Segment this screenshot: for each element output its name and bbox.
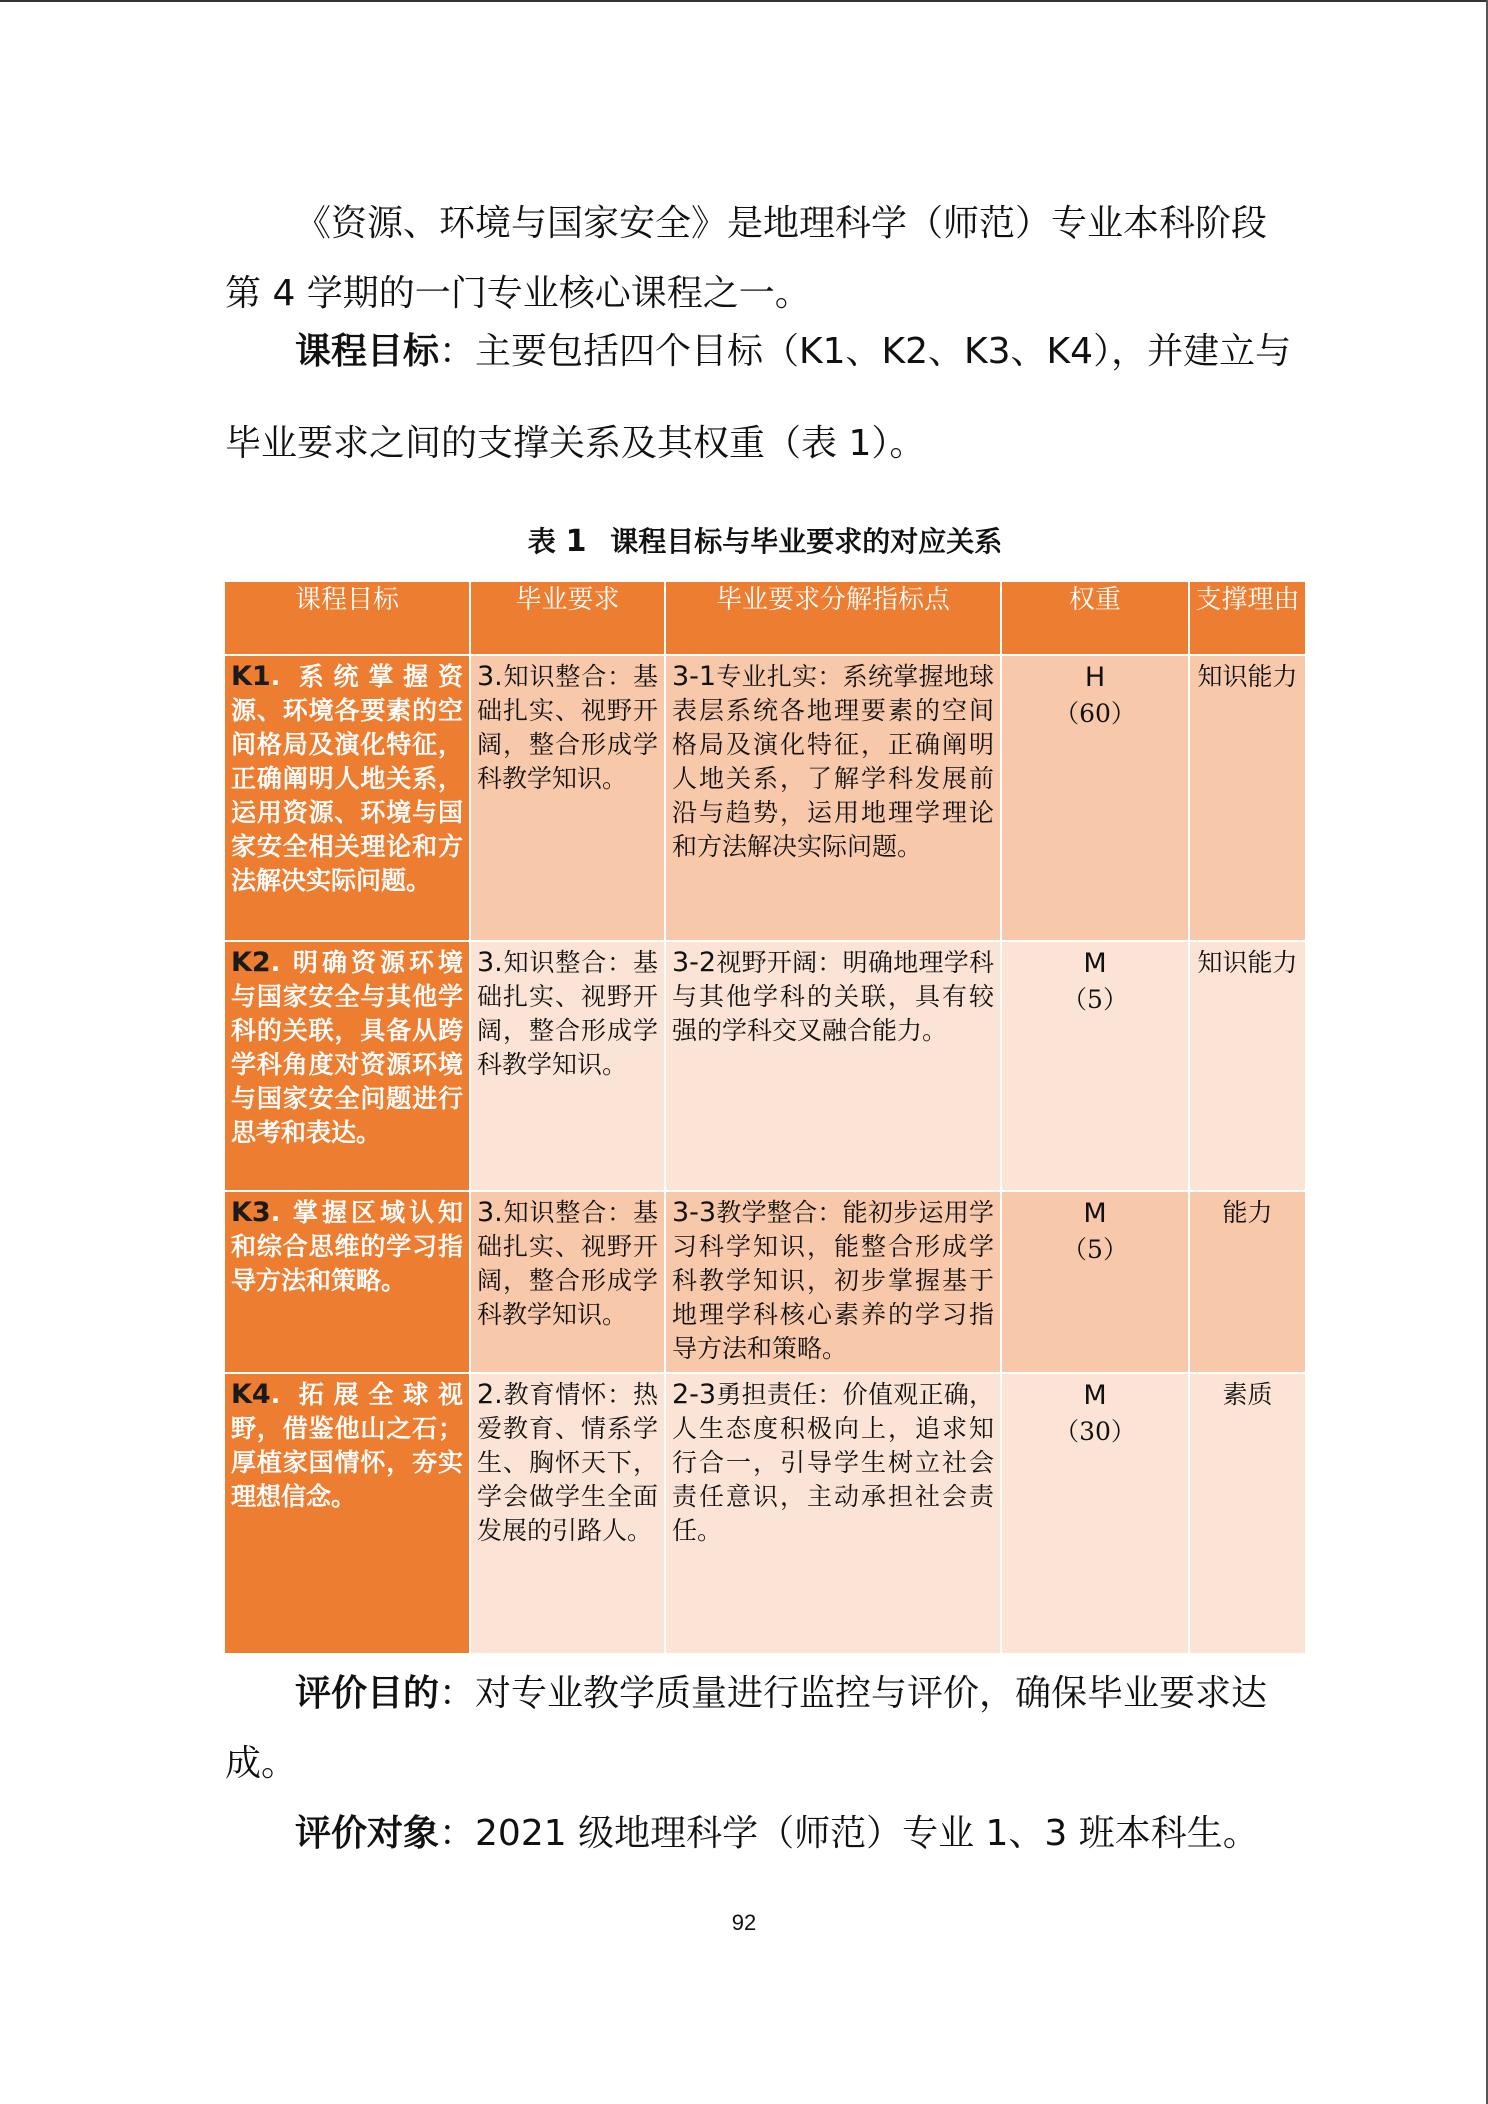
table-caption-number: 1 <box>565 524 587 559</box>
indicator-text: 专业扎实：系统掌握地球表层系统各地理要素的空间格局及演化特征，正确阐明人地关系，了解学科发展前沿与趋势，运用地理学理论和方法解决实际问题。 <box>672 662 994 861</box>
intro-line-1: 《资源、环境与国家安全》是地理科学（师范）专业本科阶段 <box>295 203 1268 244</box>
requirement-cell <box>470 655 665 941</box>
indicator-code: 3-3 <box>672 1197 717 1228</box>
goal-text: . 拓展全球视野，借鉴他山之石；厚植家国情怀，夯实理想信念。 <box>231 1380 463 1511</box>
goal-cell <box>225 655 470 941</box>
goal-text: . 系统掌握资源、环境各要素的空间格局及演化特征，正确阐明人地关系，运用资源、环境与国家安全相关理论和方法解决实际问题。 <box>231 662 463 895</box>
weight-value: （60） <box>1054 699 1136 728</box>
weight-value: （5） <box>1062 985 1128 1014</box>
evaluation-purpose-line-2: 成。 <box>225 1743 298 1784</box>
header-graduation-requirement: 毕业要求 <box>470 582 665 655</box>
table-row <box>225 941 1305 1191</box>
intro-line-2: 第 4 学期的一门专业核心课程之一。 <box>225 273 811 314</box>
objectives-label: 课程目标 <box>295 331 440 372</box>
indicator-code: 3-1 <box>672 661 717 692</box>
evaluation-target-text: ：2021 级地理科学（师范）专业 1、3 班本科生。 <box>439 1813 1259 1854</box>
table-row <box>225 655 1305 941</box>
requirement-code: 3. <box>477 1197 503 1228</box>
requirement-text: 知识整合：基础扎实、视野开阔，整合形成学科教学知识。 <box>477 948 658 1079</box>
requirement-code: 3. <box>477 947 503 978</box>
evaluation-purpose-label: 评价目的 <box>295 1673 440 1714</box>
requirement-cell <box>470 1373 665 1653</box>
evaluation-purpose-line-1 <box>295 1672 1268 1716</box>
weight-value: （5） <box>1062 1235 1128 1264</box>
objectives-line-1 <box>295 330 1292 374</box>
page-top-border <box>0 0 1488 2</box>
indicator-cell <box>665 941 1001 1191</box>
table-caption <box>225 524 1305 560</box>
indicator-cell <box>665 655 1001 941</box>
indicator-cell <box>665 1191 1001 1373</box>
indicator-text: 勇担责任：价值观正确，人生态度积极向上，追求知行合一，引导学生树立社会责任意识，主动承担社会责任。 <box>672 1380 994 1545</box>
indicator-text: 教学整合：能初步运用学习科学知识，能整合形成学科教学知识，初步掌握基于地理学科核心素养的学习指导方法和策略。 <box>672 1198 994 1363</box>
requirement-cell <box>470 1191 665 1373</box>
requirement-text: 知识整合：基础扎实、视野开阔，整合形成学科教学知识。 <box>477 1198 658 1329</box>
indicator-code: 2-3 <box>672 1379 717 1410</box>
evaluation-target-label: 评价对象 <box>295 1813 440 1854</box>
reason-cell: 素质 <box>1189 1373 1305 1653</box>
indicator-text: 视野开阔：明确地理学科与其他学科的关联，具有较强的学科交叉融合能力。 <box>672 948 994 1045</box>
requirement-text: 知识整合：基础扎实、视野开阔，整合形成学科教学知识。 <box>477 662 658 793</box>
goal-text: . 掌握区域认知和综合思维的学习指导方法和策略。 <box>231 1198 463 1295</box>
goal-cell <box>225 1191 470 1373</box>
objectives-text-1: ：主要包括四个目标（K1、K2、K3、K4），并建立与 <box>439 331 1292 372</box>
goal-text: . 明确资源环境与国家安全与其他学科的关联，具备从跨学科角度对资源环境与国家安全问题进行思考和表达。 <box>231 948 463 1147</box>
weight-cell <box>1001 941 1189 1191</box>
header-weight: 权重 <box>1001 582 1189 655</box>
weight-grade: H <box>1084 662 1106 693</box>
header-course-goal: 课程目标 <box>225 582 470 655</box>
weight-value: （30） <box>1054 1417 1136 1446</box>
requirement-cell <box>470 941 665 1191</box>
weight-cell <box>1001 1373 1189 1653</box>
objectives-line-2: 毕业要求之间的支撑关系及其权重（表 1）。 <box>225 423 926 464</box>
weight-grade: M <box>1083 1380 1107 1411</box>
header-reason: 支撑理由 <box>1189 582 1305 655</box>
weight-cell <box>1001 655 1189 941</box>
indicator-cell <box>665 1373 1001 1653</box>
table-row <box>225 1191 1305 1373</box>
header-indicator: 毕业要求分解指标点 <box>665 582 1001 655</box>
goals-requirements-table <box>225 582 1305 1653</box>
weight-grade: M <box>1083 1198 1107 1229</box>
reason-cell: 知识能力 <box>1189 655 1305 941</box>
reason-cell: 能力 <box>1189 1191 1305 1373</box>
goal-cell <box>225 1373 470 1653</box>
evaluation-purpose-text: ：对专业教学质量进行监控与评价，确保毕业要求达 <box>439 1673 1268 1714</box>
table-caption-text: 课程目标与毕业要求的对应关系 <box>610 525 1003 558</box>
goal-code: K4 <box>231 1379 271 1410</box>
requirement-code: 3. <box>477 661 503 692</box>
goal-code: K1 <box>231 661 271 692</box>
goal-code: K3 <box>231 1197 271 1228</box>
table-header-row <box>225 582 1305 655</box>
evaluation-target-line <box>295 1812 1265 1856</box>
table-caption-prefix: 表 <box>527 525 556 558</box>
page-number: 92 <box>731 1910 757 1935</box>
weight-grade: M <box>1083 948 1107 979</box>
table-row <box>225 1373 1305 1653</box>
requirement-code: 2. <box>477 1379 503 1410</box>
weight-cell <box>1001 1191 1189 1373</box>
indicator-code: 3-2 <box>672 947 717 978</box>
reason-cell: 知识能力 <box>1189 941 1305 1191</box>
goal-code: K2 <box>231 947 271 978</box>
requirement-text: 教育情怀：热爱教育、情系学生、胸怀天下，学会做学生全面发展的引路人。 <box>477 1380 658 1545</box>
goal-cell <box>225 941 470 1191</box>
